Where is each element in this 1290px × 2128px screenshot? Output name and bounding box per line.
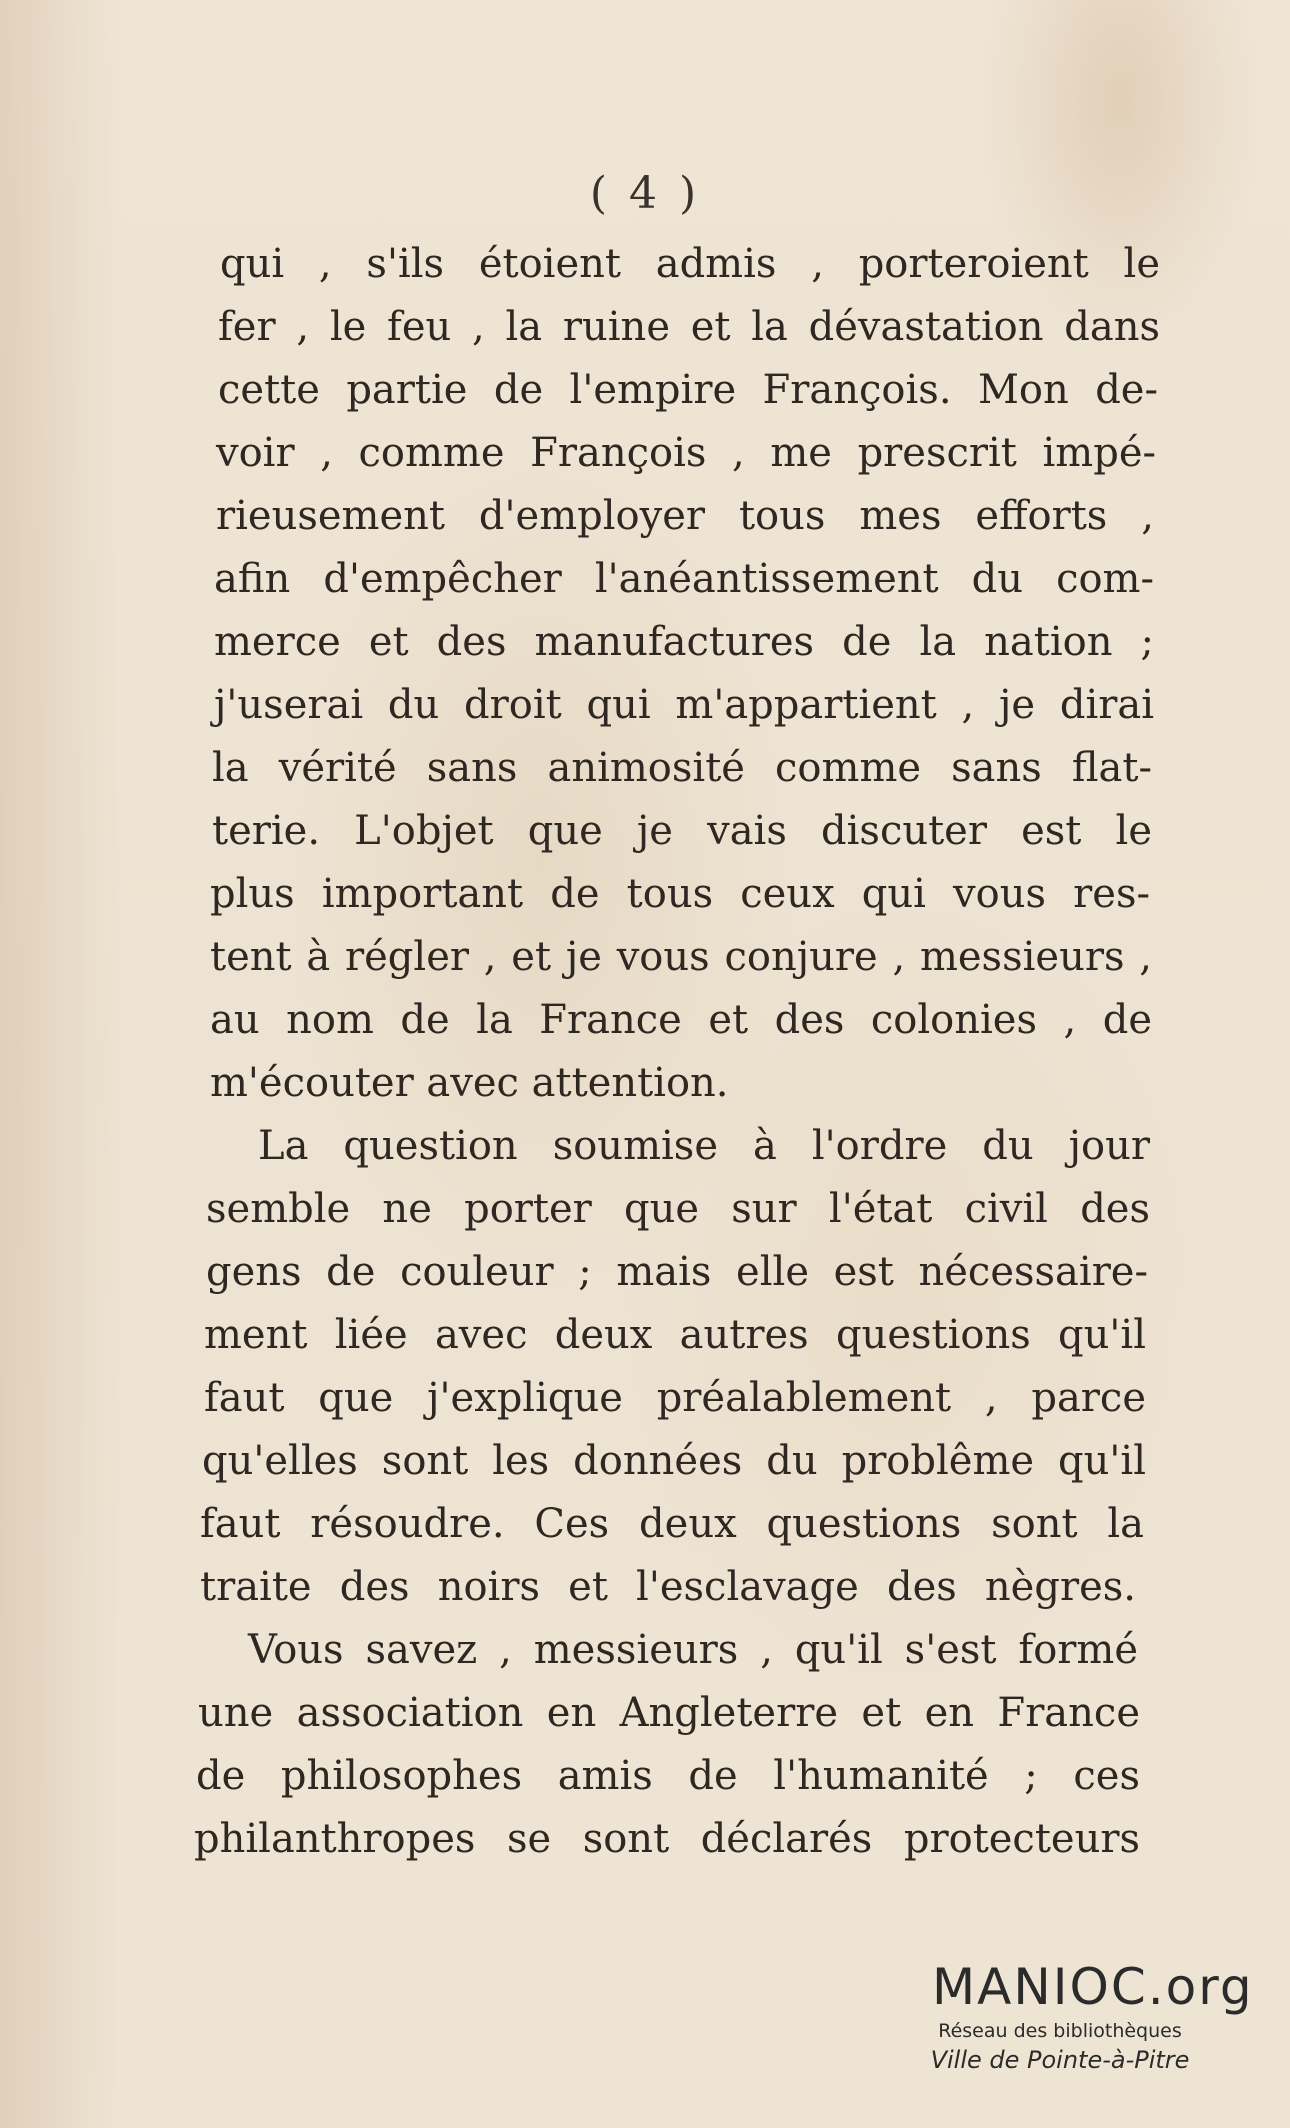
text-line: rieusement d'employer tous mes efforts , <box>216 493 1154 539</box>
text-line: Vous savez , messieurs , qu'il s'est formé <box>248 1627 1138 1673</box>
text-line: afin d'empêcher l'anéantissement du com- <box>214 556 1154 602</box>
text-line: une association en Angleterre et en France <box>198 1690 1140 1736</box>
text-line: philanthropes se sont déclarés protecteurs <box>194 1816 1140 1862</box>
text-line: j'userai du droit qui m'appartient , je dirai <box>214 682 1154 728</box>
text-line: voir , comme François , me prescrit impé- <box>216 430 1156 476</box>
text-line: gens de couleur ; mais elle est nécessaire- <box>206 1249 1148 1295</box>
text-line: qui , s'ils étoient admis , porteroient le <box>220 241 1160 287</box>
text-line: m'écouter avec attention. <box>210 1060 729 1106</box>
text-line: La question soumise à l'ordre du jour <box>258 1123 1150 1169</box>
logo-subtitle: Réseau des bibliothèques <box>938 2020 1182 2042</box>
page-number: ( 4 ) <box>589 168 701 219</box>
text-line: faut que j'explique préalablement , parce <box>204 1375 1146 1421</box>
text-line: ment liée avec deux autres questions qu'il <box>204 1312 1146 1358</box>
text-line: tent à régler , et je vous conjure , messieurs , <box>210 934 1152 980</box>
logo-wordmark: MANIOC.org <box>932 1958 1254 2016</box>
text-line: merce et des manufactures de la nation ; <box>214 619 1154 665</box>
text-line: la vérité sans animosité comme sans flat- <box>212 745 1152 791</box>
text-line: de philosophes amis de l'humanité ; ces <box>196 1753 1140 1799</box>
manioc-logo <box>910 1958 1254 2078</box>
text-line: au nom de la France et des colonies , de <box>210 997 1152 1043</box>
text-line: cette partie de l'empire François. Mon de- <box>218 367 1158 413</box>
text-line: fer , le feu , la ruine et la dévastation dans <box>218 304 1160 350</box>
text-line: qu'elles sont les données du problême qu'il <box>202 1438 1146 1484</box>
text-line: plus important de tous ceux qui vous res- <box>210 871 1150 917</box>
text-line: semble ne porter que sur l'état civil des <box>206 1186 1150 1232</box>
logo-library: Ville de Pointe-à-Pitre <box>930 2046 1190 2074</box>
text-line: terie. L'objet que je vais discuter est le <box>212 808 1152 854</box>
text-line: faut résoudre. Ces deux questions sont la <box>200 1501 1144 1547</box>
text-line: traite des noirs et l'esclavage des nègres. <box>200 1564 1136 1610</box>
